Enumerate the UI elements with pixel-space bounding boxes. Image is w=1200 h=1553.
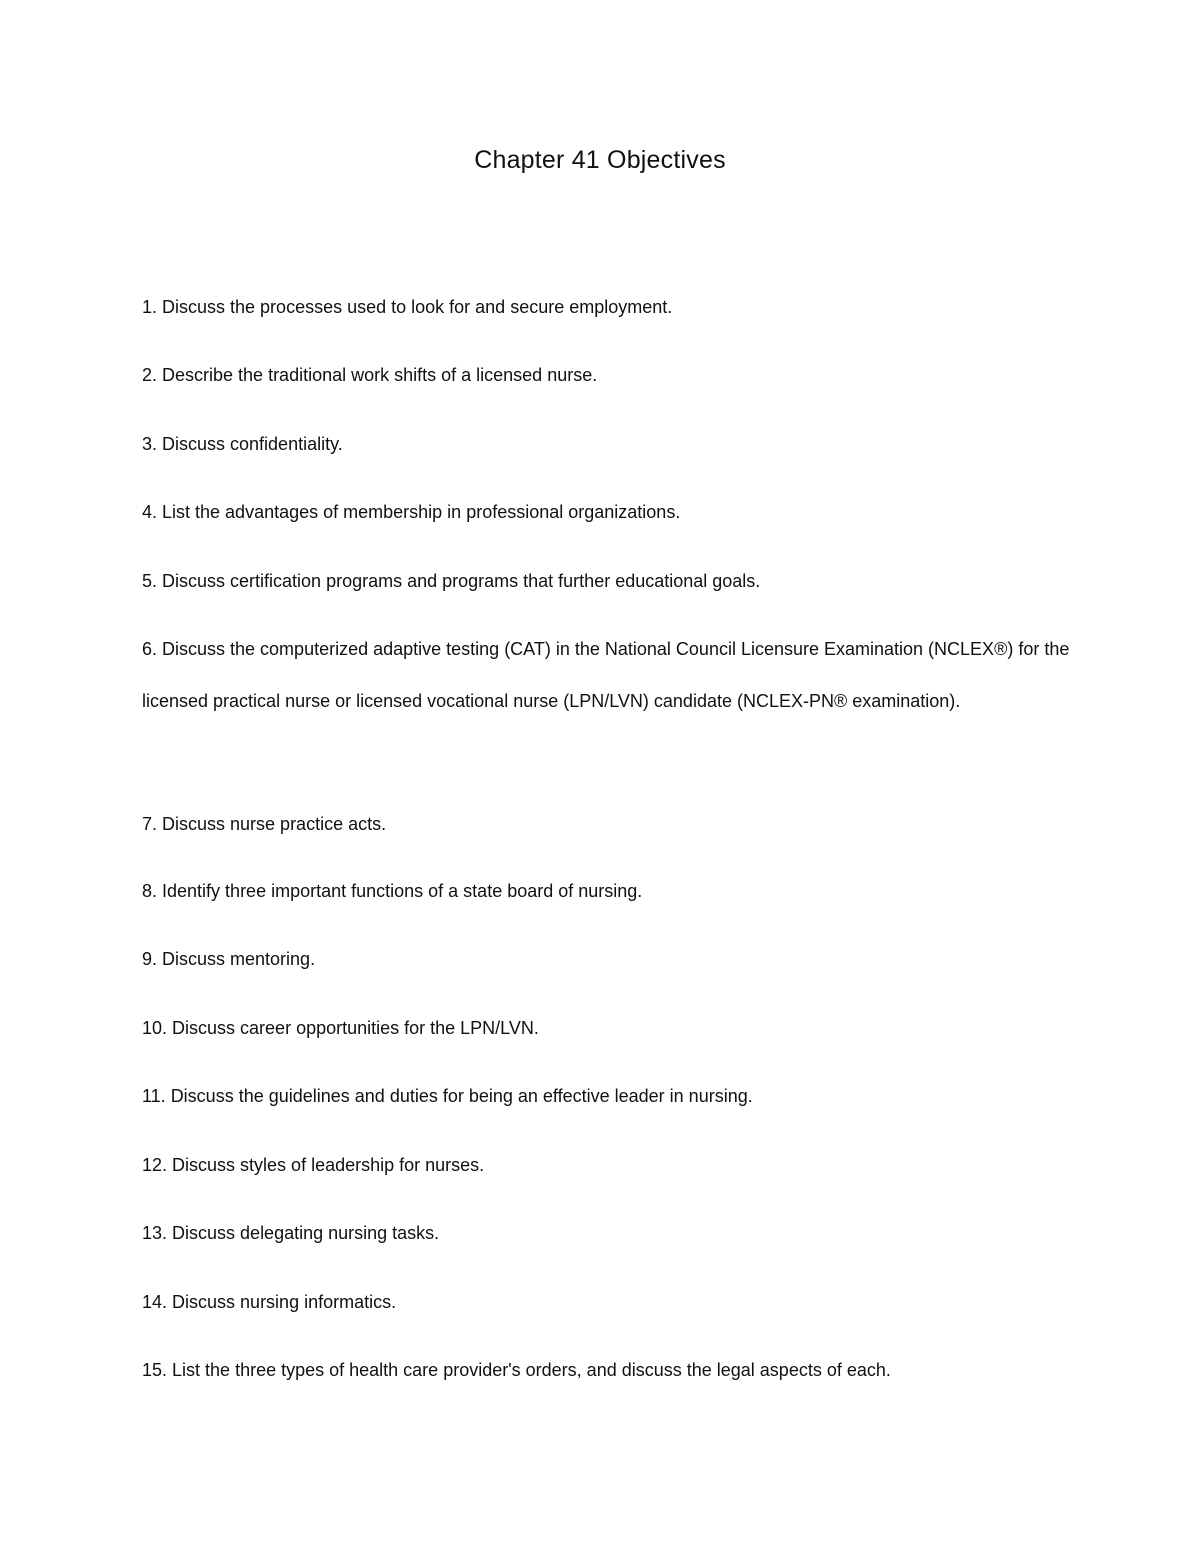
objective-item (142, 1139, 1072, 1191)
objective-text: Discuss delegating nursing tasks. (172, 1223, 440, 1243)
objective-number: 13. (142, 1223, 168, 1243)
objective-item (142, 933, 1072, 985)
objective-text: Discuss career opportunities for the LPN/LVN. (172, 1018, 539, 1038)
objective-text: Discuss certification programs and programs that further educational goals. (162, 571, 761, 591)
objective-number: 12. (142, 1155, 168, 1175)
objective-item (142, 418, 1072, 470)
objective-number: 15. (142, 1360, 168, 1380)
objective-number: 7. (142, 814, 158, 834)
objective-number: 8. (142, 881, 158, 901)
objective-text: Discuss the guidelines and duties for being an effective leader in nursing. (170, 1086, 753, 1106)
objective-number: 2. (142, 365, 158, 385)
objective-item (142, 1002, 1072, 1054)
objective-text: Discuss the computerized adaptive testing (CAT) in the National Council Licensure Examination (NCLEX®) for the licensed practical nurse or licensed vocational nurse (LPN/LVN) candidate (NCLEX-PN® examination). (142, 639, 1070, 711)
objective-item (142, 486, 1072, 538)
objective-number: 1. (142, 297, 158, 317)
objective-number: 10. (142, 1018, 168, 1038)
objective-number: 9. (142, 949, 158, 969)
objective-item (142, 1070, 1072, 1122)
objective-text: Discuss mentoring. (162, 949, 316, 969)
objective-text: List the three types of health care provider's orders, and discuss the legal aspects of each. (172, 1360, 891, 1380)
objective-text: Discuss confidentiality. (162, 434, 343, 454)
objective-item (142, 798, 1072, 850)
objective-text: Discuss the processes used to look for and secure employment. (162, 297, 673, 317)
objective-number: 6. (142, 639, 158, 659)
objective-text: Discuss nurse practice acts. (162, 814, 387, 834)
objective-number: 5. (142, 571, 158, 591)
objective-item (142, 865, 1072, 917)
objective-item (142, 623, 1072, 727)
page-title: Chapter 41 Objectives (474, 146, 726, 174)
objective-item (142, 555, 1072, 607)
objective-item (142, 1207, 1072, 1259)
objective-number: 14. (142, 1292, 168, 1312)
objective-text: Discuss nursing informatics. (172, 1292, 397, 1312)
objective-text: Identify three important functions of a state board of nursing. (162, 881, 643, 901)
objective-item (142, 281, 1072, 333)
objective-text: List the advantages of membership in professional organizations. (162, 502, 681, 522)
objective-text: Discuss styles of leadership for nurses. (172, 1155, 485, 1175)
objective-item (142, 1344, 1072, 1396)
objective-text: Describe the traditional work shifts of a licensed nurse. (162, 365, 598, 385)
objective-item (142, 1276, 1072, 1328)
objective-number: 3. (142, 434, 158, 454)
objective-item (142, 349, 1072, 401)
objective-number: 11. (142, 1086, 166, 1106)
objective-number: 4. (142, 502, 158, 522)
